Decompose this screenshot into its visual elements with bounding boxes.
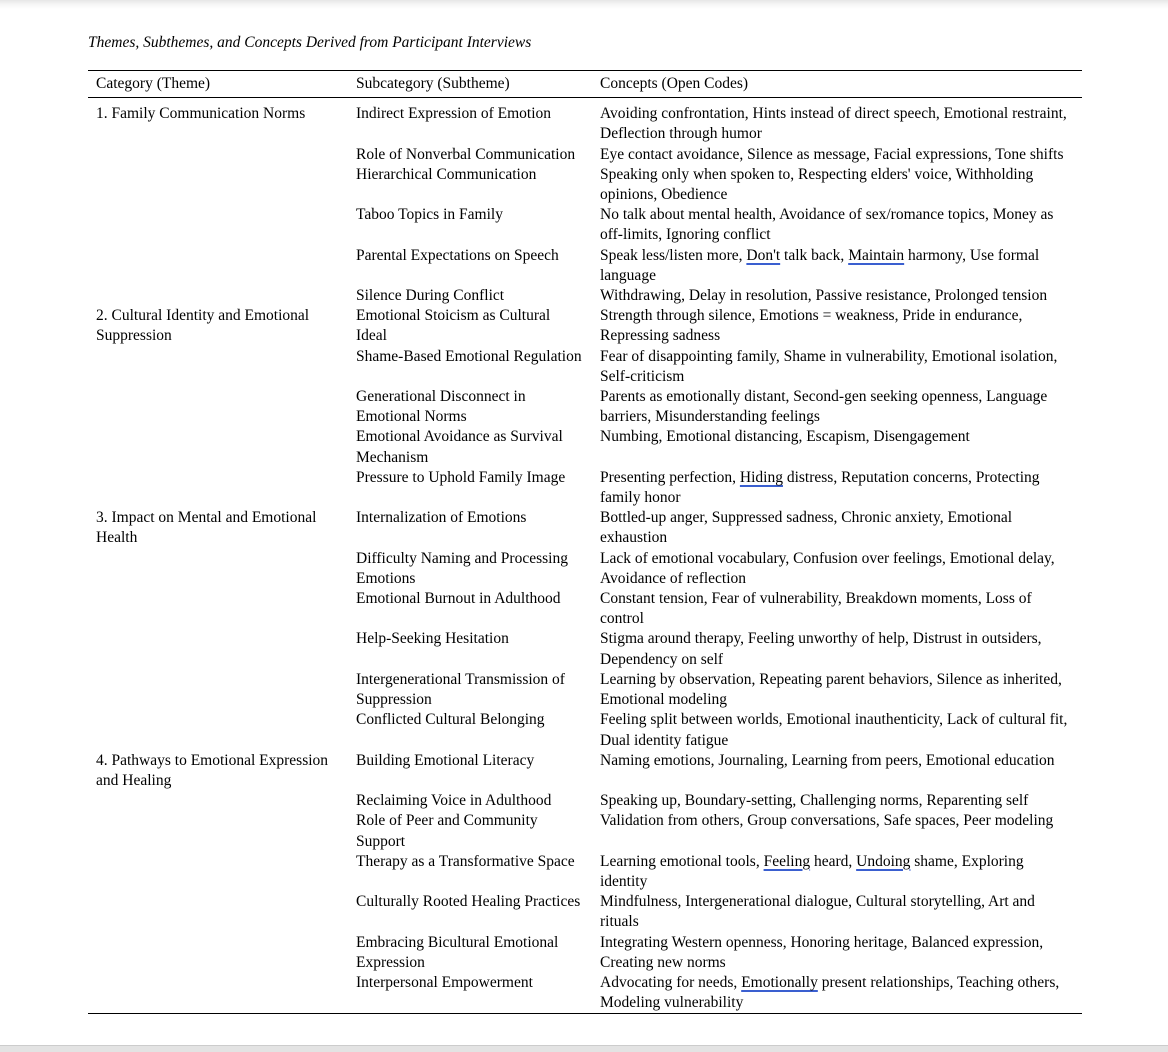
table-row (88, 427, 1082, 467)
document-page (88, 33, 1082, 1014)
subcategory-cell: Emotional Avoidance as Survival Mechanism (356, 428, 563, 466)
table-row (88, 347, 1082, 387)
category-cell: 2. Cultural Identity and Emotional Suppression (96, 307, 310, 345)
concepts-cell: Eye contact avoidance, Silence as message, Facial expressions, Tone shifts (600, 145, 1064, 163)
table-row (88, 286, 1082, 306)
category-cell: 3. Impact on Mental and Emotional Health (96, 509, 317, 547)
page-top-shadow (0, 0, 1168, 9)
header-category: Category (Theme) (88, 71, 348, 98)
concepts-cell: Advocating for needs, Emotionally present relationships, Teaching others, Modeling vulnerability (600, 973, 1060, 1012)
subcategory-cell: Reclaiming Voice in Adulthood (356, 792, 552, 810)
concepts-cell: Mindfulness, Intergenerational dialogue, Cultural storytelling, Art and rituals (600, 893, 1035, 931)
concepts-cell: Fear of disappointing family, Shame in vulnerability, Emotional isolation, Self-criticism (600, 347, 1058, 385)
concepts-cell: Integrating Western openness, Honoring heritage, Balanced expression, Creating new norms (600, 933, 1044, 971)
table-row (88, 933, 1082, 973)
category-cell: 4. Pathways to Emotional Expression and Healing (96, 751, 329, 789)
table-row (88, 508, 1082, 548)
category-cell (88, 791, 348, 811)
table-row (88, 306, 1082, 346)
subcategory-cell: Therapy as a Transformative Space (356, 852, 575, 870)
grammar-flagged-word: Hiding (739, 468, 783, 486)
concepts-cell: Avoiding confrontation, Hints instead of direct speech, Emotional restraint, Deflection through humor (600, 105, 1067, 143)
concepts-cell: Numbing, Emotional distancing, Escapism, Disengagement (600, 428, 970, 446)
subcategory-cell: Interpersonal Empowerment (356, 973, 533, 991)
category-cell (88, 468, 348, 508)
table-row (88, 468, 1082, 508)
subcategory-cell: Generational Disconnect in Emotional Norms (356, 388, 526, 426)
themes-table (88, 70, 1082, 1014)
subcategory-cell: Embracing Bicultural Emotional Expression (356, 933, 559, 971)
concepts-cell: Learning emotional tools, Feeling heard, Undoing shame, Exploring identity (600, 852, 1024, 890)
table-header-row (88, 71, 1082, 98)
table-row (88, 751, 1082, 791)
table-row (88, 811, 1082, 851)
subcategory-cell: Difficulty Naming and Processing Emotions (356, 549, 568, 587)
grammar-flagged-word: Don't (746, 246, 781, 264)
table-row (88, 549, 1082, 589)
grammar-flagged-word: Emotionally (741, 973, 818, 991)
subcategory-cell: Building Emotional Literacy (356, 751, 535, 769)
category-cell (88, 549, 348, 589)
subcategory-cell: Emotional Stoicism as Cultural Ideal (356, 307, 551, 345)
category-cell (88, 710, 348, 750)
category-cell (88, 165, 348, 205)
concepts-cell: No talk about mental health, Avoidance of sex/romance topics, Money as off-limits, Ignoring conflict (600, 206, 1054, 244)
concepts-cell: Speaking only when spoken to, Respecting elders' voice, Withholding opinions, Obedience (600, 165, 1034, 204)
concepts-cell: Learning by observation, Repeating parent behaviors, Silence as inherited, Emotional modeling (600, 670, 1062, 709)
page-bottom-edge (0, 1045, 1168, 1052)
subcategory-cell: Indirect Expression of Emotion (356, 105, 551, 123)
concepts-cell: Withdrawing, Delay in resolution, Passive resistance, Prolonged tension (600, 287, 1048, 305)
concepts-cell: Speaking up, Boundary-setting, Challenging norms, Reparenting self (600, 792, 1029, 810)
header-subcategory: Subcategory (Subtheme) (348, 71, 592, 98)
category-cell (88, 347, 348, 387)
concepts-cell: Bottled-up anger, Suppressed sadness, Chronic anxiety, Emotional exhaustion (600, 509, 1013, 547)
category-cell (88, 933, 348, 973)
concepts-cell: Parents as emotionally distant, Second-gen seeking openness, Language barriers, Misunderstanding feelings (600, 388, 1048, 426)
table-row (88, 852, 1082, 892)
category-cell (88, 589, 348, 629)
table-row (88, 791, 1082, 811)
subcategory-cell: Help-Seeking Hesitation (356, 630, 509, 648)
table-row (88, 670, 1082, 710)
subcategory-cell: Internalization of Emotions (356, 509, 527, 527)
subcategory-cell: Parental Expectations on Speech (356, 246, 559, 264)
category-cell (88, 852, 348, 892)
table-row (88, 629, 1082, 669)
subcategory-cell: Taboo Topics in Family (356, 206, 503, 224)
grammar-flagged-word: Maintain (848, 246, 905, 264)
subcategory-cell: Culturally Rooted Healing Practices (356, 893, 581, 911)
table-row (88, 246, 1082, 286)
table-row (88, 387, 1082, 427)
concepts-cell: Naming emotions, Journaling, Learning from peers, Emotional education (600, 751, 1055, 769)
concepts-cell: Constant tension, Fear of vulnerability, Breakdown moments, Loss of control (600, 590, 1032, 628)
category-cell (88, 811, 348, 851)
header-concepts: Concepts (Open Codes) (592, 71, 1082, 98)
table-row (88, 710, 1082, 750)
table-body (88, 98, 1082, 1014)
concepts-cell: Lack of emotional vocabulary, Confusion over feelings, Emotional delay, Avoidance of reflection (600, 549, 1055, 587)
table-row (88, 205, 1082, 245)
subcategory-cell: Role of Nonverbal Communication (356, 145, 576, 163)
table-row (88, 98, 1082, 145)
category-cell (88, 246, 348, 286)
concepts-cell: Validation from others, Group conversations, Safe spaces, Peer modeling (600, 812, 1054, 830)
table-row (88, 589, 1082, 629)
concepts-cell: Strength through silence, Emotions = weakness, Pride in endurance, Repressing sadness (600, 307, 1023, 345)
category-cell (88, 973, 348, 1014)
table-row (88, 973, 1082, 1014)
table-title: Themes, Subthemes, and Concepts Derived from Participant Interviews (88, 34, 532, 51)
category-cell (88, 670, 348, 710)
subcategory-cell: Hierarchical Communication (356, 165, 537, 183)
category-cell (88, 286, 348, 306)
table-row (88, 145, 1082, 165)
subcategory-cell: Intergenerational Transmission of Suppression (356, 670, 565, 709)
subcategory-cell: Shame-Based Emotional Regulation (356, 347, 582, 365)
grammar-flagged-word: Feeling (763, 852, 811, 870)
category-cell (88, 892, 348, 932)
subcategory-cell: Pressure to Uphold Family Image (356, 468, 566, 486)
table-row (88, 892, 1082, 932)
subcategory-cell: Role of Peer and Community Support (356, 812, 538, 850)
category-cell (88, 205, 348, 245)
concepts-cell: Stigma around therapy, Feeling unworthy of help, Distrust in outsiders, Dependency on self (600, 630, 1042, 668)
category-cell: 1. Family Communication Norms (96, 105, 306, 123)
subcategory-cell: Emotional Burnout in Adulthood (356, 590, 561, 608)
category-cell (88, 629, 348, 669)
grammar-flagged-word: Undoing (856, 852, 911, 870)
concepts-cell: Speak less/listen more, Don't talk back, Maintain harmony, Use formal language (600, 246, 1040, 284)
subcategory-cell: Silence During Conflict (356, 287, 505, 305)
subcategory-cell: Conflicted Cultural Belonging (356, 711, 545, 729)
category-cell (88, 145, 348, 165)
concepts-cell: Presenting perfection, Hiding distress, Reputation concerns, Protecting family honor (600, 468, 1040, 507)
table-row (88, 165, 1082, 205)
category-cell (88, 427, 348, 467)
category-cell (88, 387, 348, 427)
concepts-cell: Feeling split between worlds, Emotional inauthenticity, Lack of cultural fit, Dual identity fatigue (600, 711, 1068, 749)
